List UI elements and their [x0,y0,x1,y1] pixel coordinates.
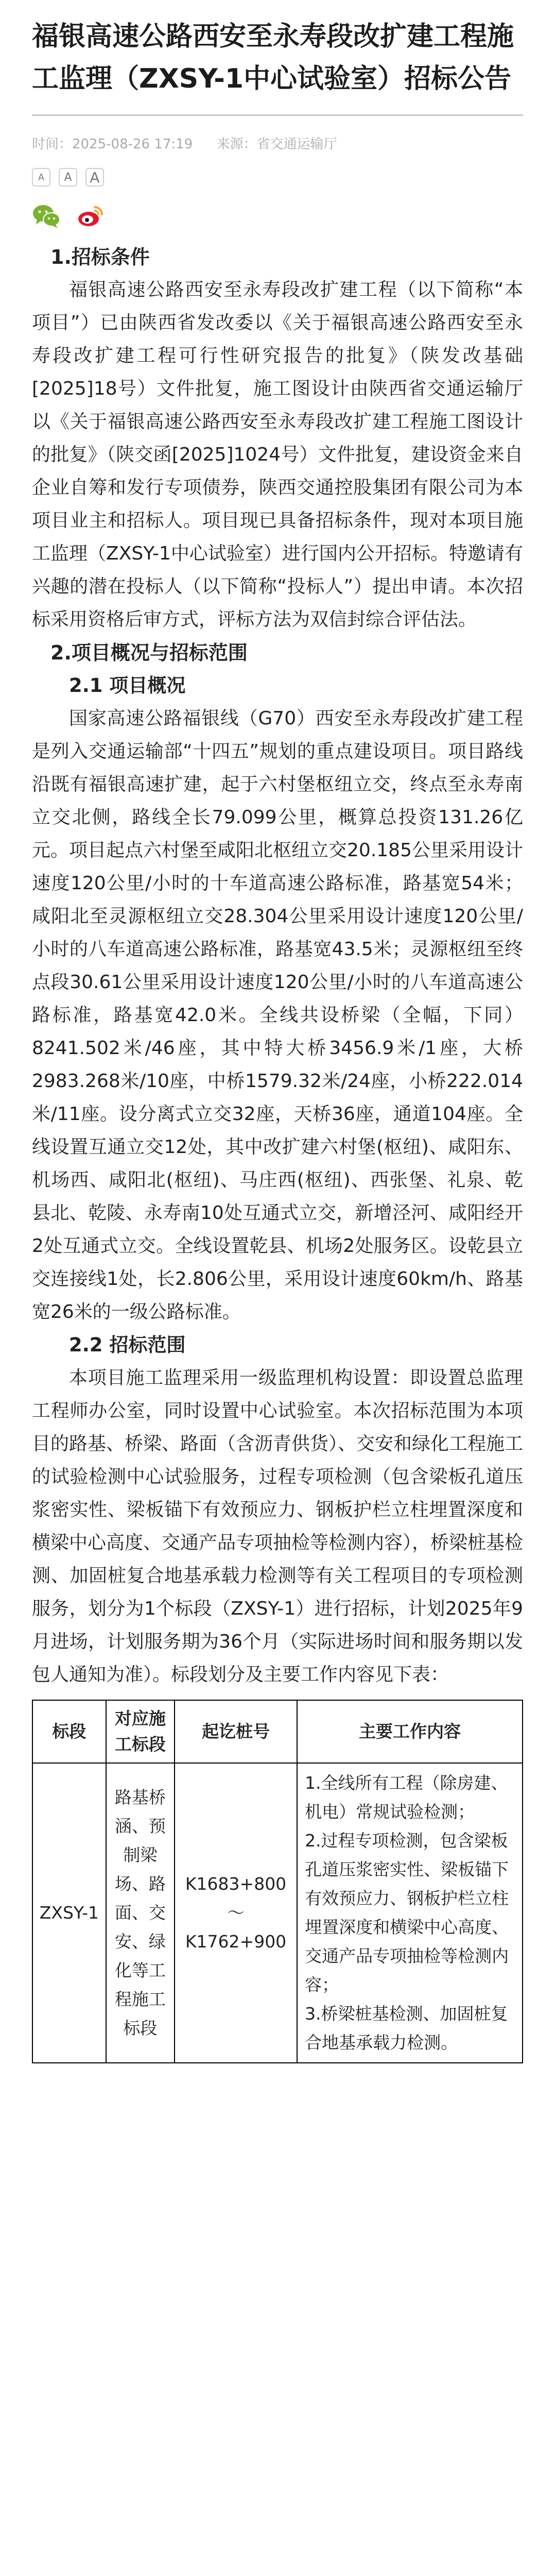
tender-scope-paragraph: 本项目施工监理采用一级监理机构设置：即设置总监理工程师办公室，同时设置中心试验室。本次招标范围为本项目的路基、桥梁、路面（含沥青供货）、交安和绿化工程施工的试验检测中心试验服务，过程专项检测（包含梁板孔道压浆密实性、梁板锚下有效预应力、钢板护栏立柱埋置深度和横梁中心高度、交通产品专项抽检等检测内容），桥梁桩基检测、加固桩复合地基承载力检测等有关工程项目的专项检测服务，划分为1个标段（ZXSY-1）进行招标，计划2025年9月进场，计划服务期为36个月（实际进场时间和服务期以发包人通知为准）。标段划分及主要工作内容见下表： [32,1367,524,1685]
construction-section-cell: 路基桥涵、预制梁场、路面、交安、绿化等工程施工标段 [106,1763,175,2063]
table-header: 对应施工标段 [106,1700,175,1763]
article-source: 来源：省交通运输厅 [216,137,337,152]
main-work-cell [297,1763,523,2063]
article-content [32,241,523,2063]
tender-conditions-paragraph: 福银高速公路西安至永寿段改扩建工程（以下简称“本项目”）已由陕西省发改委以《关于福银高速公路西安至永寿段改扩建工程可行性研究报告的批复》（陕发改基础[2025]18号）文件批复，施工图设计由陕西省交通运输厅以《关于福银高速公路西安至永寿段改扩建工程施工图设计的批复》（陕交函[2025]1024号）文件批复，建设资金来自企业自筹和发行专项债券，陕西交通控股集团有限公司为本项目业主和招标人。项目现已具备招标条件，现对本项目施工监理（ZXSY-1中心试验室）进行国内公开招标。特邀请有兴趣的潜在投标人（以下简称“投标人”）提出申请。本次招标采用资格后审方式，评标方法为双信封综合评估法。 [32,279,523,630]
work-item: 2.过程专项检测，包含梁板孔道压浆密实性、梁板锚下有效预应力、钢板护栏立柱埋置深度和横梁中心高度、交通产品专项抽检等检测内容； [305,1831,509,1995]
work-item: 1.全线所有工程（除房建、机电）常规试验检测； [305,1773,508,1822]
table-header: 主要工作内容 [297,1700,523,1763]
article-title: 福银高速公路西安至永寿段改扩建工程施工监理（ZXSY-1中心试验室）招标公告 [32,21,514,94]
wechat-icon[interactable] [32,203,61,229]
table-header: 标段 [32,1700,106,1763]
article-meta [32,131,523,157]
share-bar [32,200,523,231]
work-item: 3.桥梁桩基检测、加固桩复合地基承载力检测。 [305,2004,508,2053]
table-row [32,1763,523,2063]
stake-end: K1762+900 [185,1931,287,1952]
section-heading-2: 2.项目概况与招标范围 [50,641,248,664]
stake-start: K1683+800 [185,1874,287,1894]
font-medium-button[interactable]: A [59,168,77,187]
table-header: 起讫桩号 [175,1700,297,1763]
font-large-button[interactable]: A [85,168,104,187]
section-heading-1: 1.招标条件 [50,246,150,268]
stake-range-cell [175,1763,297,2063]
section-work-table [32,1700,523,2063]
weibo-icon[interactable] [76,203,105,229]
section-cell: ZXSY-1 [32,1763,106,2063]
font-small-button[interactable]: A [32,168,50,187]
font-size-controls [32,164,523,190]
table-header-row [32,1700,523,1763]
stake-separator: ～ [227,1903,245,1923]
project-overview-paragraph: 国家高速公路福银线（G70）西安至永寿段改扩建工程是列入交通运输部“十四五”规划的重点建设项目。项目路线沿既有福银高速扩建，起于六村堡枢纽立交，终点至永寿南立交北侧，路线全长79.099公里，概算总投资131.26亿元。项目起点六村堡至咸阳北枢纽立交20.185公里采用设计速度120公里/小时的十车道高速公路标准，路基宽54米；咸阳北至灵源枢纽立交28.304公里采用设计速度120公里/小时的八车道高速公路标准，路基宽43.5米；灵源枢纽至终点段30.61公里采用设计速度120公里/小时的八车道高速公路标准，路基宽42.0米。全线共设桥梁（全幅，下同）8241.502米/46座，其中特大桥3456.9米/1座，大桥2983.268米/10座，中桥1579.32米/24座，小桥222.014米/11座。设分离式立交32座，天桥36座，通道104座。全线设置互通立交12处，其中改扩建六村堡(枢纽)、咸阳东、机场西、咸阳北(枢纽)、马庄西(枢纽)、西张堡、礼泉、乾县北、乾陵、永寿南10处互通式立交，新增泾河、咸阳经开2处互通式立交。全线设置乾县、机场2处服务区。设乾县立交连接线1处，长2.806公里，采用设计速度60km/h、路基宽26米的一级公路标准。 [32,708,523,1323]
publish-time: 时间：2025-08-26 17:19 [32,137,193,152]
section-heading-2-1: 2.1 项目概况 [69,674,186,697]
title-divider [32,114,523,116]
section-heading-2-2: 2.2 招标范围 [69,1334,186,1356]
